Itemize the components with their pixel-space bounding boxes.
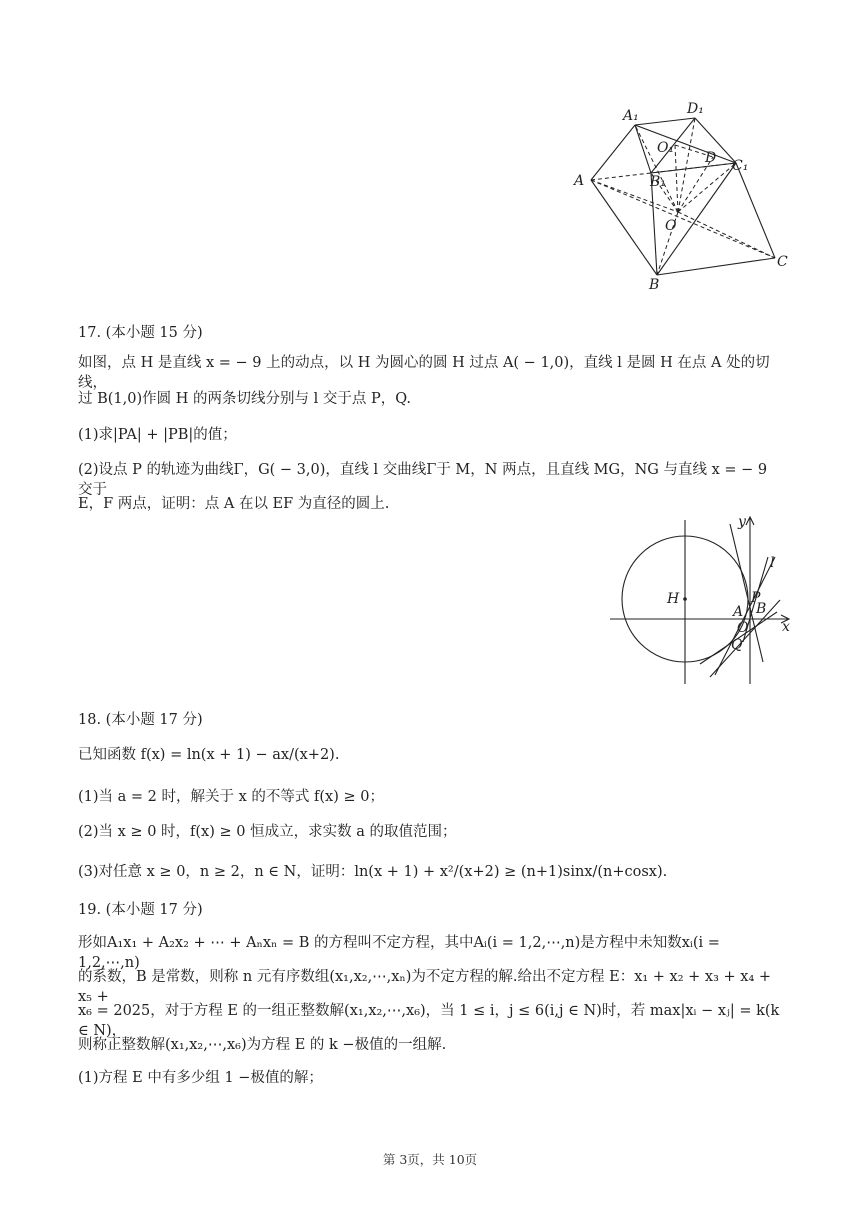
label-A: A [574, 173, 585, 189]
q17-line-5: E，F 两点，证明：点 A 在以 EF 为直径的圆上. [78, 496, 390, 512]
q19-line-3: x₆ = 2025，对于方程 E 的一组正整数解(x₁,x₂,⋯,x₆)，当 1 ≤ i，j ≤ 6(i,j ∈ N)时，若 max|xᵢ − xⱼ| = k(k ∈ N)， [78, 1003, 784, 1039]
polyhedron-figure [565, 100, 795, 295]
label-B: B [756, 601, 767, 617]
circle-tangent-figure [605, 512, 800, 687]
q18-line-1: 已知函数 f(x) = ln(x + 1) − ax/(x+2). [78, 747, 340, 763]
label-x: x [782, 619, 790, 635]
label-A1: A₁ [623, 108, 639, 124]
label-O: O [737, 620, 749, 636]
label-P: P [751, 590, 761, 606]
q17-line-4: (2)设点 P 的轨迹为曲线Γ，G( − 3,0)，直线 l 交曲线Γ于 M，N 两点，且直线 MG，NG 与直线 x = − 9 交于 [78, 462, 772, 498]
label-B1: B₁ [650, 174, 666, 190]
q19-header: 19. (本小题 17 分) [78, 902, 203, 918]
q19-line-1: 形如A₁x₁ + A₂x₂ + ⋯ + Aₙxₙ = B 的方程叫不定方程，其中Aᵢ(i = 1,2,⋯,n)是方程中未知数xᵢ(i = 1,2,⋯,n) [78, 935, 725, 971]
label-l: l [770, 555, 775, 571]
label-C: C [777, 254, 788, 270]
label-A: A [733, 604, 744, 620]
q17-line-3: (1)求|PA| + |PB|的值； [78, 427, 237, 443]
q18-header: 18. (本小题 17 分) [78, 712, 203, 728]
label-y: y [738, 514, 746, 530]
label-D: D [705, 150, 717, 166]
label-D1: D₁ [687, 101, 704, 117]
label-Q: Q [731, 637, 743, 653]
q19-line-5: (1)方程 E 中有多少组 1 −极值的解； [78, 1070, 323, 1086]
label-O: O [665, 218, 677, 234]
label-B: B [649, 277, 660, 293]
q19-line-2: 的系数，B 是常数，则称 n 元有序数组(x₁,x₂,⋯,xₙ)为不定方程的解.给出不定方程 E：x₁ + x₂ + x₃ + x₄ + x₅ + [78, 969, 776, 1005]
q17-line-2: 过 B(1,0)作圆 H 的两条切线分别与 l 交于点 P，Q. [78, 391, 411, 407]
label-C1: C₁ [732, 158, 749, 174]
q18-line-3: (2)当 x ≥ 0 时，f(x) ≥ 0 恒成立，求实数 a 的取值范围； [78, 824, 457, 840]
q18-line-4: (3)对任意 x ≥ 0，n ≥ 2，n ∈ N，证明：ln(x + 1) + x²/(x+2) ≥ (n+1)sinx/(n+cosx). [78, 864, 668, 880]
q17-header: 17. (本小题 15 分) [78, 325, 203, 341]
label-H: H [667, 591, 680, 607]
label-O1: O₁ [657, 140, 675, 156]
q18-line-2: (1)当 a = 2 时，解关于 x 的不等式 f(x) ≥ 0； [78, 789, 384, 805]
page-footer: 第 3页，共 10页 [382, 1152, 478, 1167]
q17-line-1: 如图，点 H 是直线 x = − 9 上的动点，以 H 为圆心的圆 H 过点 A( − 1,0)，直线 l 是圆 H 在点 A 处的切线， [78, 355, 770, 391]
q19-line-4: 则称正整数解(x₁,x₂,⋯,x₆)为方程 E 的 k −极值的一组解. [78, 1037, 447, 1053]
